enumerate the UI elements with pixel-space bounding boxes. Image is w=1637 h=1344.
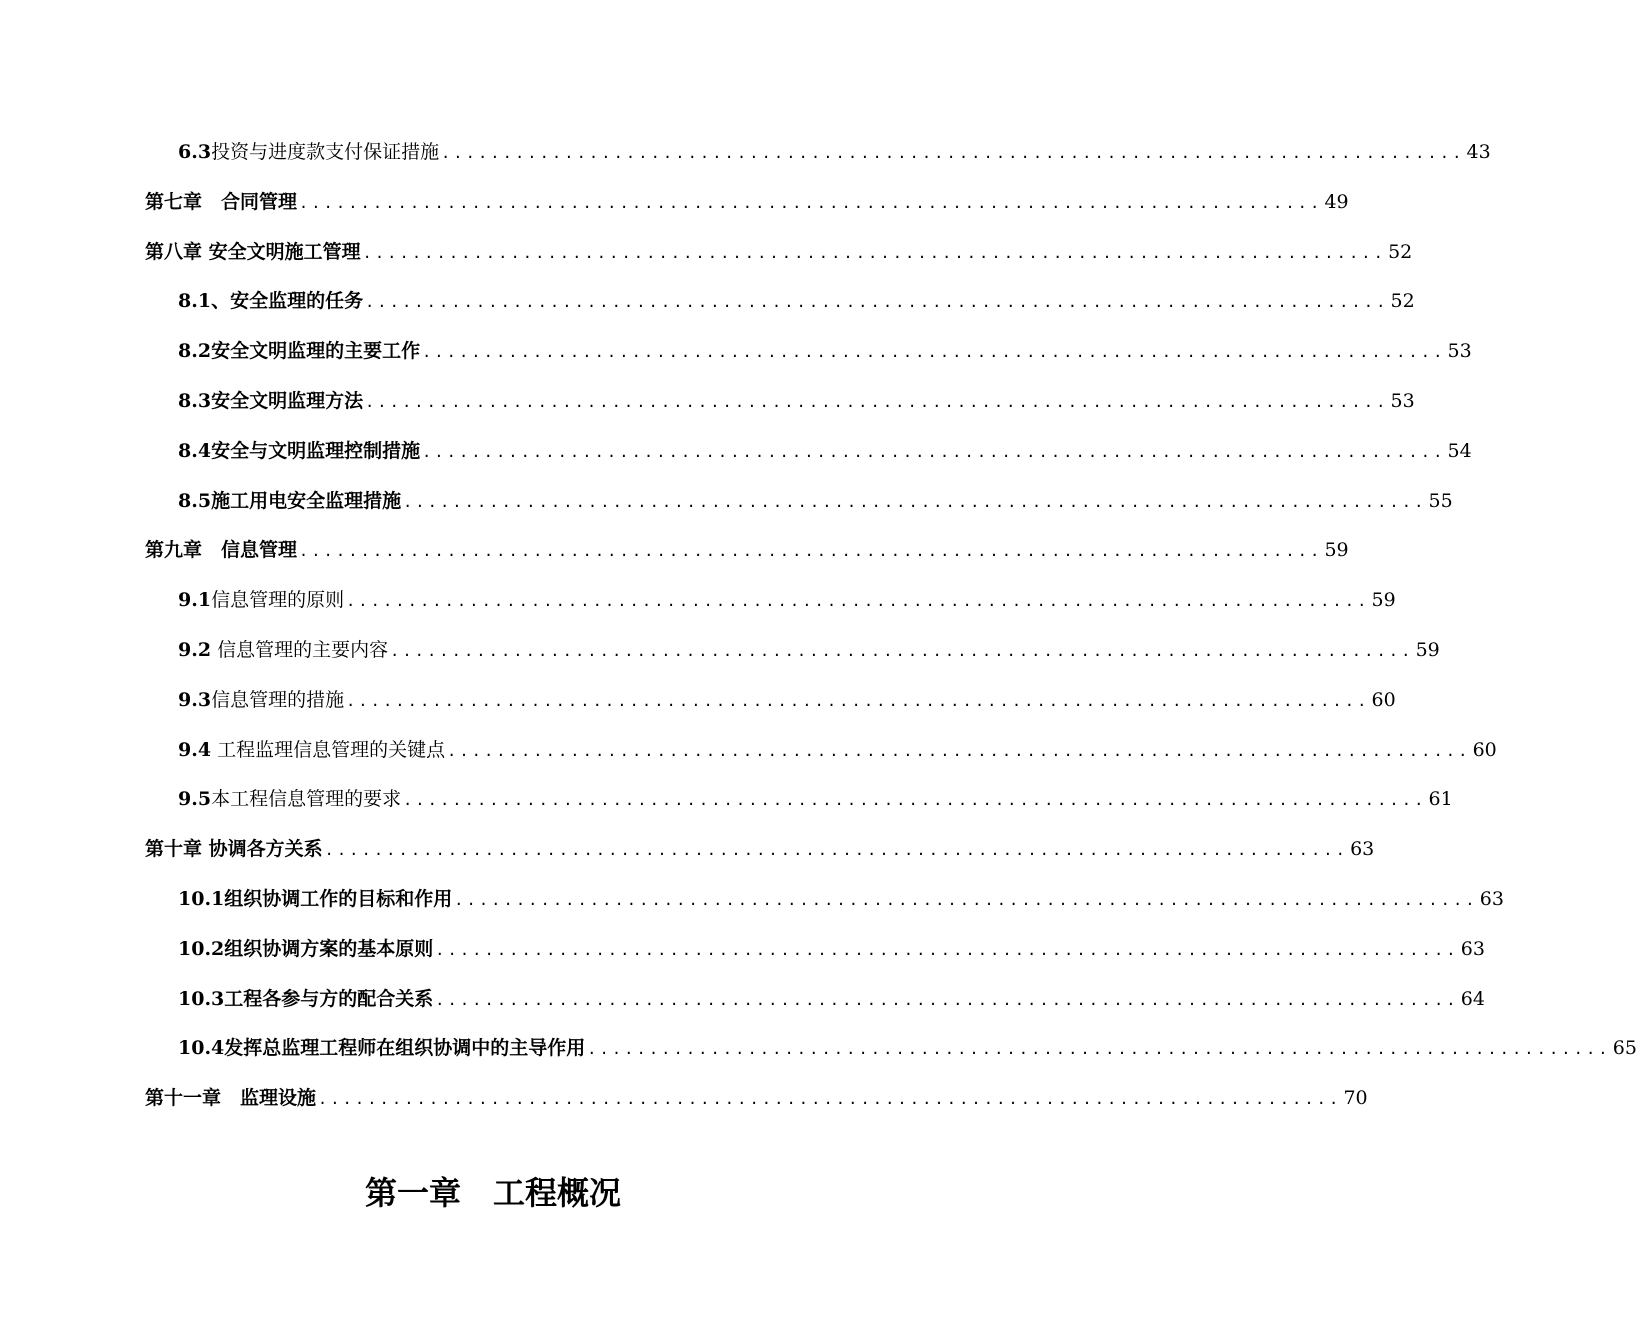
toc-page-number: 52: [1388, 240, 1413, 263]
toc-entry-title: [145, 187, 297, 217]
toc-entry-title: [145, 237, 361, 267]
toc-leader-dots: ...................................................................................: [299, 542, 1323, 561]
toc-page-number: 59: [1371, 589, 1396, 612]
toc-entry[interactable]: [145, 237, 1413, 267]
toc-entry-text: 安全与文明监理控制措施: [211, 439, 421, 462]
toc-entry-title: [178, 585, 344, 615]
toc-page-number: 64: [1460, 987, 1485, 1010]
toc-entry-text: 安全文明监理方法: [211, 390, 364, 412]
toc-entry-number: 10.2: [178, 937, 225, 960]
toc-entry-text: 信息管理的主要内容: [211, 639, 389, 661]
toc-page-number: 53: [1447, 340, 1472, 363]
toc-entry-number: 9.3: [178, 688, 212, 711]
toc-entry-title: [145, 535, 297, 565]
toc-entry-text: 第八章 安全文明施工管理: [145, 240, 361, 263]
toc-entry-title: [178, 386, 363, 416]
toc-entry-title: [178, 1033, 585, 1063]
toc-page-number: 61: [1428, 788, 1453, 811]
toc-entry-text: 投资与进度款支付保证措施: [211, 141, 440, 163]
toc-entry[interactable]: [178, 336, 1472, 366]
toc-entry-title: [178, 436, 420, 466]
toc-entry-text: 施工用电安全监理措施: [211, 489, 402, 512]
toc-page-number: 70: [1343, 1087, 1368, 1110]
toc-leader-dots: ...................................................................................: [441, 144, 1465, 162]
toc-leader-dots: ...................................................................................: [324, 841, 1349, 860]
toc-entry[interactable]: [145, 834, 1375, 864]
toc-entry-text: 工程各参与方的配合关系: [224, 987, 434, 1010]
toc-entry-text: 组织协调方案的基本原则: [224, 937, 434, 960]
toc-entry-text: 信息管理的措施: [211, 688, 345, 711]
toc-page-number: 52: [1390, 290, 1415, 313]
toc-entry-title: [145, 1083, 316, 1113]
toc-entry-text: 第七章 合同管理: [145, 190, 298, 213]
toc-leader-dots: ...................................................................................: [422, 442, 1446, 461]
toc-entry[interactable]: [178, 784, 1453, 814]
toc-page-number: 43: [1466, 141, 1491, 163]
toc-entry-text: 第十章 协调各方关系: [145, 838, 323, 861]
chapter-heading: 第一章 工程概况: [364, 1174, 621, 1212]
toc-entry-text: 信息管理的原则: [211, 589, 345, 612]
toc-leader-dots: ...................................................................................: [435, 940, 1459, 959]
toc-entry[interactable]: [178, 436, 1472, 466]
toc-entry-title: [178, 984, 433, 1014]
toc-leader-dots: ...................................................................................: [365, 293, 1389, 312]
toc-leader-dots: ...................................................................................: [346, 691, 1370, 710]
toc-page-number: 49: [1324, 190, 1349, 213]
toc-leader-dots: ...................................................................................: [390, 642, 1414, 660]
toc-entry[interactable]: [145, 187, 1349, 217]
toc-leader-dots: ...................................................................................: [447, 741, 1471, 760]
toc-entry[interactable]: [178, 386, 1415, 416]
toc-entry-title: [178, 286, 363, 316]
toc-entry-number: 6.3: [178, 141, 212, 163]
toc-page-number: 59: [1324, 539, 1349, 562]
toc-entry-number: 9.1: [178, 589, 212, 612]
toc-page-number: 60: [1472, 738, 1497, 761]
toc-entry-text: 发挥总监理工程师在组织协调中的主导作用: [224, 1037, 586, 1060]
toc-entry-number: 9.2: [178, 639, 212, 661]
toc-entry-number: 9.5: [178, 788, 212, 811]
toc-page-number: 54: [1447, 439, 1472, 462]
toc-entry-text: 工程监理信息管理的关键点: [211, 738, 446, 761]
toc-page-number: 60: [1371, 688, 1396, 711]
toc-entry-title: [178, 934, 433, 964]
toc-leader-dots: ...................................................................................: [403, 492, 1427, 511]
toc-page-number: 59: [1415, 639, 1440, 661]
toc-entry-title: [178, 735, 445, 765]
toc-entry-text: 安全文明监理的主要工作: [211, 340, 421, 363]
toc-entry-text: 第十一章 监理设施: [145, 1087, 317, 1110]
toc-entry-title: [178, 137, 439, 167]
toc-page-number: 63: [1479, 888, 1504, 910]
toc-leader-dots: ...................................................................................: [299, 193, 1323, 212]
toc-entry-number: 10.1: [178, 888, 225, 910]
toc-page-number: 63: [1350, 838, 1375, 861]
toc-entry-title: [178, 884, 452, 914]
toc-entry-title: [178, 685, 344, 715]
toc-entry-number: 8.2: [178, 340, 212, 363]
toc-leader-dots: ...................................................................................: [362, 243, 1387, 262]
toc-entry[interactable]: [145, 535, 1349, 565]
toc-page-number: 65: [1612, 1037, 1637, 1060]
toc-entry[interactable]: [178, 286, 1415, 316]
toc-page-number: 55: [1428, 489, 1453, 512]
toc-leader-dots: ...................................................................................: [346, 592, 1370, 611]
toc-leader-dots: ...................................................................................: [454, 891, 1478, 909]
toc-entry-number: 9.4: [178, 738, 212, 761]
toc-entry[interactable]: [178, 984, 1485, 1014]
toc-entry-number: 8.3: [178, 390, 212, 412]
toc-entry-number: 10.3: [178, 987, 225, 1010]
toc-page-number: 53: [1390, 390, 1415, 412]
toc-entry-title: [178, 635, 388, 665]
toc-page-number: 63: [1460, 937, 1485, 960]
toc-entry[interactable]: [145, 1083, 1368, 1113]
toc-entry-text: 本工程信息管理的要求: [211, 788, 402, 811]
toc-leader-dots: ...................................................................................: [435, 990, 1459, 1009]
toc-entry[interactable]: [178, 735, 1497, 765]
toc-entry-text: 第九章 信息管理: [145, 539, 298, 562]
toc-entry[interactable]: [178, 486, 1453, 516]
toc-entry-title: [145, 834, 323, 864]
toc-entry-number: 8.1: [178, 290, 212, 313]
toc-entry[interactable]: [178, 934, 1485, 964]
toc-entry[interactable]: [178, 635, 1440, 665]
toc-entry-number: 8.4: [178, 439, 212, 462]
toc-entry[interactable]: [178, 585, 1396, 615]
toc-entry-title: [178, 336, 420, 366]
toc-entry[interactable]: [178, 1033, 1637, 1063]
toc-leader-dots: ...................................................................................: [587, 1040, 1611, 1059]
toc-entry-text: 组织协调工作的目标和作用: [224, 888, 453, 910]
toc-entry[interactable]: [178, 685, 1396, 715]
toc-leader-dots: ...................................................................................: [422, 343, 1446, 362]
toc-leader-dots: ...................................................................................: [403, 791, 1427, 810]
toc-entry-title: [178, 486, 401, 516]
toc-leader-dots: ...................................................................................: [318, 1090, 1342, 1109]
toc-entry-text: 、安全监理的任务: [211, 290, 364, 313]
toc-entry[interactable]: [178, 137, 1491, 167]
toc-entry-title: [178, 784, 401, 814]
toc-entry[interactable]: [178, 884, 1504, 914]
toc-leader-dots: ...................................................................................: [365, 393, 1389, 411]
toc-entry-number: 10.4: [178, 1037, 225, 1060]
toc-entry-number: 8.5: [178, 489, 212, 512]
